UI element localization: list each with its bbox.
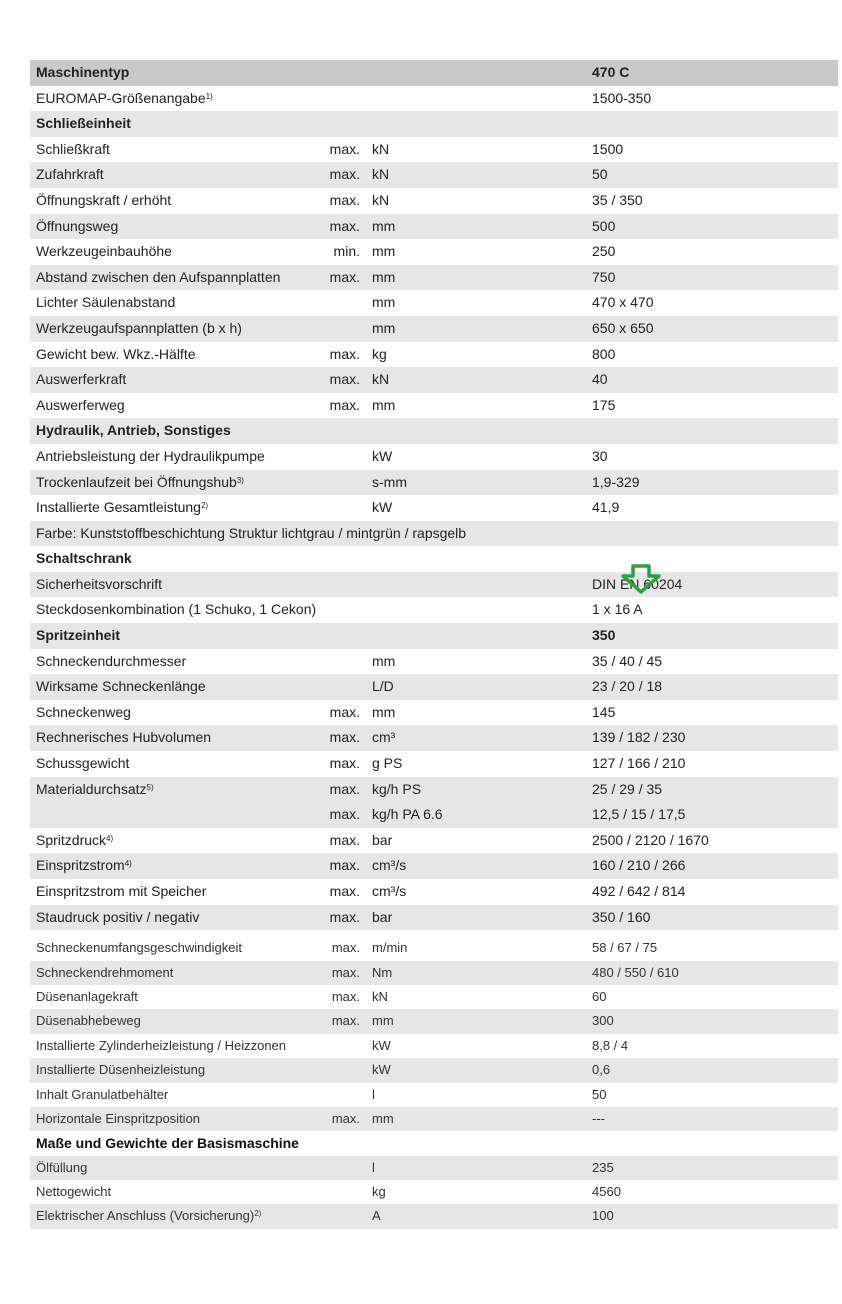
lower-table bbox=[30, 936, 838, 1229]
row-label: Installierte Gesamtleistung$^{2)}$ bbox=[36, 499, 209, 516]
table-row bbox=[30, 751, 838, 777]
row-label: Düsenanlagekraft bbox=[36, 988, 138, 1004]
row-label: Werkzeugaufspannplatten (b x h) bbox=[36, 319, 242, 336]
row-limit: max. bbox=[329, 371, 360, 388]
table-row bbox=[30, 214, 838, 240]
row-label: Schneckendrehmoment bbox=[36, 964, 174, 980]
row-label: Horizontale Einspritzposition bbox=[36, 1110, 201, 1126]
row-unit: bar bbox=[372, 908, 393, 925]
row-label: Schließkraft bbox=[36, 140, 110, 157]
table-row bbox=[30, 265, 838, 291]
row-value: 492 / 642 / 814 bbox=[592, 883, 686, 899]
row-label: Steckdosenkombination (1 Schuko, 1 Cekon) bbox=[36, 601, 317, 618]
row-value: 175 bbox=[592, 396, 616, 413]
row-value: 4560 bbox=[592, 1184, 621, 1200]
table-row bbox=[30, 290, 838, 316]
table-row bbox=[30, 521, 838, 547]
row-unit: kg/h PS bbox=[372, 780, 422, 797]
row-value: 60 bbox=[592, 988, 607, 1004]
row-label: Abstand zwischen den Aufspannplatten bbox=[36, 268, 281, 285]
table-row bbox=[30, 985, 838, 1009]
row-unit: l bbox=[372, 1086, 375, 1102]
table-row bbox=[30, 1180, 838, 1204]
row-limit: max. bbox=[329, 883, 360, 899]
row-unit: m/min bbox=[372, 940, 408, 956]
row-label: Installierte Düsenheizleistung bbox=[36, 1062, 206, 1078]
row-limit: max. bbox=[329, 755, 360, 772]
section-row bbox=[30, 623, 838, 649]
row-unit: kW bbox=[372, 447, 393, 464]
row-label: Ölfüllung bbox=[36, 1159, 88, 1175]
row-unit: mm bbox=[372, 1110, 394, 1126]
row-limit: min. bbox=[333, 243, 360, 260]
row-value: 127 / 166 / 210 bbox=[592, 755, 686, 772]
row-label: Spritzeinheit bbox=[36, 627, 121, 644]
row-value: 750 bbox=[592, 268, 616, 285]
row-limit: max. bbox=[329, 345, 360, 362]
footnote-mark: 1) bbox=[205, 91, 213, 101]
table-row bbox=[30, 1083, 838, 1107]
row-value: 0,6 bbox=[592, 1062, 611, 1078]
table-row bbox=[30, 1009, 838, 1033]
row-unit: kW bbox=[372, 1062, 391, 1078]
row-unit: kN bbox=[372, 166, 390, 183]
table-row bbox=[30, 1058, 838, 1082]
row-limit: max. bbox=[329, 191, 360, 208]
row-limit: max. bbox=[329, 857, 360, 874]
row-limit: max. bbox=[331, 964, 360, 980]
table-row bbox=[30, 1156, 838, 1180]
row-limit: max. bbox=[329, 166, 360, 183]
section-row bbox=[30, 111, 838, 137]
row-label: Einspritzstrom$^{4)}$ bbox=[36, 857, 132, 874]
row-value: 1500 bbox=[592, 140, 624, 157]
table-row bbox=[30, 239, 838, 265]
row-label: Spritzdruck$^{4)}$ bbox=[36, 831, 114, 848]
row-unit: kg/h PA 6.6 bbox=[372, 806, 443, 823]
row-unit: L/D bbox=[372, 678, 394, 695]
row-label: Sicherheitsvorschrift bbox=[36, 575, 163, 592]
row-label: Antriebsleistung der Hydraulikpumpe bbox=[36, 447, 265, 464]
row-unit: kN bbox=[372, 988, 388, 1004]
row-label: Wirksame Schneckenlänge bbox=[36, 678, 206, 695]
row-value: 35 / 40 / 45 bbox=[592, 652, 663, 669]
row-unit: cm³/s bbox=[372, 857, 407, 874]
row-label: Schneckenweg bbox=[36, 703, 131, 720]
row-unit: mm bbox=[372, 268, 396, 285]
row-value: 41,9 bbox=[592, 499, 620, 516]
row-label: Lichter Säulenabstand bbox=[36, 294, 176, 311]
table-row bbox=[30, 86, 838, 112]
table-row bbox=[30, 188, 838, 214]
row-unit: cm³/s bbox=[372, 883, 407, 899]
row-unit: mm bbox=[372, 652, 396, 669]
row-label: Hydraulik, Antrieb, Sonstiges bbox=[36, 422, 231, 439]
row-value: 350 / 160 bbox=[592, 908, 651, 925]
header-value: 470 C bbox=[592, 64, 630, 80]
row-label: Schaltschrank bbox=[36, 550, 132, 567]
table-row bbox=[30, 725, 838, 751]
row-limit: max. bbox=[329, 729, 360, 746]
footnote-mark: 2) bbox=[254, 1209, 262, 1219]
row-value: 139 / 182 / 230 bbox=[592, 729, 686, 746]
row-limit: max. bbox=[329, 831, 360, 848]
table-row bbox=[30, 905, 838, 931]
row-value: 160 / 210 / 266 bbox=[592, 857, 686, 874]
row-limit: max. bbox=[329, 217, 360, 234]
row-limit: max. bbox=[329, 703, 360, 720]
row-unit: kN bbox=[372, 140, 390, 157]
table-row bbox=[30, 1107, 838, 1131]
table-row bbox=[30, 137, 838, 163]
header-row bbox=[30, 60, 838, 86]
table-row bbox=[30, 828, 838, 854]
table-row bbox=[30, 162, 838, 188]
upper-table bbox=[30, 86, 838, 931]
row-label: Materialdurchsatz$^{5)}$ bbox=[36, 780, 154, 797]
row-value: 1 x 16 A bbox=[592, 601, 643, 618]
row-value: 12,5 / 15 / 17,5 bbox=[592, 806, 686, 823]
row-value: 2500 / 2120 / 1670 bbox=[592, 831, 709, 848]
row-limit: max. bbox=[331, 1110, 360, 1126]
row-label: EUROMAP-Größenangabe$^{1)}$ bbox=[36, 89, 213, 106]
row-label: Einspritzstrom mit Speicher bbox=[36, 883, 207, 899]
section-row bbox=[30, 1131, 838, 1155]
row-value: 800 bbox=[592, 345, 616, 362]
row-unit: cm³ bbox=[372, 729, 396, 746]
row-value: 145 bbox=[592, 703, 616, 720]
row-label: Rechnerisches Hubvolumen bbox=[36, 729, 212, 746]
row-unit: kg bbox=[372, 1184, 386, 1200]
table-row bbox=[30, 470, 838, 496]
table-row bbox=[30, 700, 838, 726]
table-row bbox=[30, 853, 838, 879]
row-value: 50 bbox=[592, 1086, 607, 1102]
row-label: Schussgewicht bbox=[36, 755, 130, 772]
table-row bbox=[30, 936, 838, 960]
row-value: 35 / 350 bbox=[592, 191, 643, 208]
row-unit: kg bbox=[372, 345, 387, 362]
row-label: Düsenabhebeweg bbox=[36, 1013, 141, 1029]
row-unit: mm bbox=[372, 703, 396, 720]
row-unit: mm bbox=[372, 217, 396, 234]
row-value: 470 x 470 bbox=[592, 294, 654, 311]
section-row bbox=[30, 418, 838, 444]
row-value: 300 bbox=[592, 1013, 614, 1029]
table-row bbox=[30, 674, 838, 700]
row-label: Auswerferkraft bbox=[36, 371, 127, 388]
spec-sheet bbox=[30, 60, 838, 1229]
row-unit: mm bbox=[372, 243, 396, 260]
row-label: Zufahrkraft bbox=[36, 166, 104, 183]
row-value: 250 bbox=[592, 243, 616, 260]
row-unit: bar bbox=[372, 831, 393, 848]
row-unit: mm bbox=[372, 1013, 394, 1029]
row-unit: Nm bbox=[372, 964, 393, 980]
footnote-mark: 4) bbox=[106, 833, 114, 843]
row-unit: g PS bbox=[372, 755, 403, 772]
row-limit: max. bbox=[329, 780, 360, 797]
row-label: Installierte Zylinderheizleistung / Heizzonen bbox=[36, 1037, 287, 1053]
table-row bbox=[30, 802, 838, 828]
footnote-mark: 4) bbox=[124, 859, 132, 869]
down-arrow-icon bbox=[620, 564, 662, 594]
row-value: 8,8 / 4 bbox=[592, 1037, 629, 1053]
row-unit: mm bbox=[372, 319, 396, 336]
table-row bbox=[30, 572, 838, 598]
row-value: 1500-350 bbox=[592, 89, 652, 106]
row-limit: max. bbox=[331, 940, 360, 956]
row-label: Farbe: Kunststoffbeschichtung Struktur lichtgrau / mintgrün / rapsgelb bbox=[36, 524, 467, 541]
row-unit: kN bbox=[372, 191, 390, 208]
row-label: Schneckenumfangsgeschwindigkeit bbox=[36, 940, 242, 956]
table-row bbox=[30, 649, 838, 675]
row-label: Elektrischer Anschluss (Vorsicherung)$^{2)}$ bbox=[36, 1208, 262, 1224]
row-label: Staudruck positiv / negativ bbox=[36, 908, 200, 925]
row-unit: mm bbox=[372, 396, 396, 413]
row-value: 650 x 650 bbox=[592, 319, 654, 336]
row-value: 350 bbox=[592, 627, 616, 644]
row-label: Öffnungskraft / erhöht bbox=[36, 191, 172, 208]
row-value: 30 bbox=[592, 447, 608, 464]
row-limit: max. bbox=[329, 908, 360, 925]
row-label: Gewicht bew. Wkz.-Hälfte bbox=[36, 345, 196, 362]
row-value: 23 / 20 / 18 bbox=[592, 678, 663, 695]
footnote-mark: 2) bbox=[200, 501, 209, 511]
row-label: Inhalt Granulatbehälter bbox=[36, 1086, 169, 1102]
table-row bbox=[30, 879, 838, 905]
row-value: DIN EN 60204 bbox=[592, 575, 683, 592]
row-value: 480 / 550 / 610 bbox=[592, 964, 679, 980]
row-unit: kW bbox=[372, 1037, 391, 1053]
row-unit: kN bbox=[372, 371, 390, 388]
row-limit: max. bbox=[331, 988, 360, 1004]
row-label: Öffnungsweg bbox=[36, 217, 119, 234]
row-value: 58 / 67 / 75 bbox=[592, 940, 658, 956]
row-unit: s-mm bbox=[372, 473, 407, 490]
row-label: Trockenlaufzeit bei Öffnungshub$^{3)}$ bbox=[36, 473, 244, 490]
row-limit: max. bbox=[329, 396, 360, 413]
table-row bbox=[30, 393, 838, 419]
row-label: Schneckendurchmesser bbox=[36, 652, 187, 669]
table-row bbox=[30, 342, 838, 368]
table-row bbox=[30, 961, 838, 985]
row-limit: max. bbox=[329, 806, 360, 823]
row-value: 25 / 29 / 35 bbox=[592, 780, 663, 797]
header-label: Maschinentyp bbox=[36, 64, 130, 80]
row-unit: kW bbox=[372, 499, 393, 516]
row-label: Nettogewicht bbox=[36, 1184, 112, 1200]
row-limit: max. bbox=[329, 268, 360, 285]
row-unit: mm bbox=[372, 294, 396, 311]
row-value: 1,9-329 bbox=[592, 473, 640, 490]
footnote-mark: 5) bbox=[146, 782, 154, 792]
row-value: 500 bbox=[592, 217, 616, 234]
row-value: --- bbox=[592, 1110, 605, 1126]
row-limit: max. bbox=[329, 140, 360, 157]
table-row bbox=[30, 777, 838, 803]
row-limit: max. bbox=[331, 1013, 360, 1029]
table-row bbox=[30, 1034, 838, 1058]
table-row bbox=[30, 597, 838, 623]
row-unit: A bbox=[372, 1208, 381, 1224]
row-value: 100 bbox=[592, 1208, 614, 1224]
row-unit: l bbox=[372, 1159, 375, 1175]
footnote-mark: 3) bbox=[236, 475, 244, 485]
table-row bbox=[30, 316, 838, 342]
table-row bbox=[30, 1204, 838, 1228]
row-value: 235 bbox=[592, 1159, 614, 1175]
row-label: Werkzeugeinbauhöhe bbox=[36, 243, 172, 260]
section-row bbox=[30, 546, 838, 572]
table-row bbox=[30, 367, 838, 393]
row-value: 50 bbox=[592, 166, 608, 183]
row-label: Auswerferweg bbox=[36, 396, 125, 413]
row-label: Schließeinheit bbox=[36, 115, 131, 132]
table-row bbox=[30, 444, 838, 470]
table-row bbox=[30, 495, 838, 521]
row-value: 40 bbox=[592, 371, 608, 388]
row-label: Maße und Gewichte der Basismaschine bbox=[36, 1135, 299, 1152]
